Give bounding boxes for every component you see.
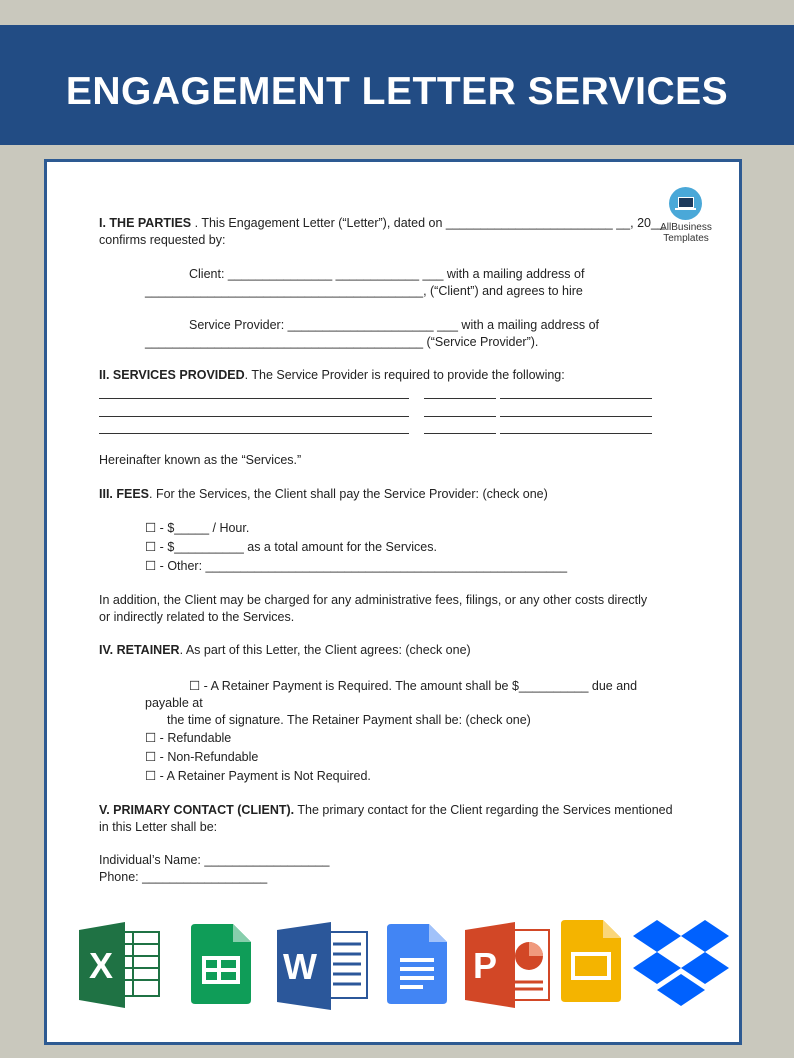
provider-line2: ________________________________________ (“Service Provider”). [145, 335, 539, 349]
services-after: Hereinafter known as the “Services.” [99, 453, 302, 467]
parties-line2: confirms requested by: [99, 233, 226, 247]
contact-heading: V. PRIMARY CONTACT (CLIENT). [99, 803, 295, 817]
retainer-required-line2: payable at [145, 696, 203, 710]
retainer-required-line3: the time of signature. The Retainer Payment shall be: (check one) [167, 713, 531, 727]
contact-phone-field[interactable]: Phone: __________________ [99, 870, 268, 884]
contact-line2: in this Letter shall be: [99, 820, 218, 834]
services-rule [500, 398, 652, 399]
excel-icon[interactable] [77, 922, 163, 1008]
retainer-option-nonrefundable[interactable]: ☐ - Non-Refundable [145, 750, 259, 764]
powerpoint-icon[interactable] [463, 922, 553, 1008]
provider-line1: Service Provider: _____________________ ___ with a mailing address of [189, 318, 600, 332]
services-rule [500, 433, 652, 434]
logo-text-line1: AllBusiness [660, 222, 712, 233]
retainer-heading: IV. RETAINER [99, 643, 180, 657]
retainer-option-required[interactable]: ☐ - A Retainer Payment is Required. The amount shall be $__________ due and [189, 679, 638, 693]
parties-heading: I. THE PARTIES [99, 216, 192, 230]
excel-letter: X [89, 945, 114, 986]
fees-extra-line1: In addition, the Client may be charged for any administrative fees, filings, or any other costs directly [99, 593, 648, 607]
services-rule [424, 398, 496, 399]
word-letter: W [283, 946, 317, 987]
contact-text: The primary contact for the Client regarding the Services mentioned [294, 803, 673, 817]
fees-extra-line2: or indirectly related to the Services. [99, 610, 295, 624]
services-paragraph [99, 367, 565, 383]
services-rule [424, 433, 496, 434]
powerpoint-letter: P [473, 945, 498, 986]
google-docs-icon[interactable] [387, 924, 447, 1004]
fees-heading: III. FEES [99, 487, 150, 501]
retainer-option-refundable[interactable]: ☐ - Refundable [145, 731, 232, 745]
allbusiness-logo [669, 187, 702, 220]
logo-text-line2: Templates [663, 233, 709, 244]
google-sheets-icon[interactable] [191, 924, 251, 1004]
google-slides-icon[interactable] [561, 920, 621, 1002]
services-rule [500, 416, 652, 417]
contact-paragraph [99, 802, 673, 818]
fees-text: . For the Services, the Client shall pay the Service Provider: (check one) [149, 487, 548, 501]
laptop-icon [678, 197, 694, 208]
document-page [44, 159, 742, 1045]
banner-title: ENGAGEMENT LETTER SERVICES [65, 70, 729, 113]
fees-option-hour[interactable]: ☐ - $_____ / Hour. [145, 521, 250, 535]
fees-paragraph [99, 486, 548, 502]
retainer-option-not-required[interactable]: ☐ - A Retainer Payment is Not Required. [145, 769, 371, 783]
client-line2: ________________________________________, (“Client”) and agrees to hire [145, 284, 583, 298]
contact-name-field[interactable]: Individual’s Name: __________________ [99, 853, 330, 867]
word-icon[interactable] [275, 922, 371, 1010]
fees-option-total[interactable]: ☐ - $__________ as a total amount for the Services. [145, 540, 437, 554]
dropbox-icon[interactable] [633, 920, 729, 1008]
services-rule [99, 398, 409, 399]
retainer-paragraph [99, 642, 471, 658]
services-heading: II. SERVICES PROVIDED [99, 368, 245, 382]
parties-text: . This Engagement Letter (“Letter”), dated on ________________________ __, 20__ [191, 216, 665, 230]
parties-paragraph [99, 215, 665, 231]
services-rule [424, 416, 496, 417]
fees-option-other[interactable]: ☐ - Other: ____________________________________________________ [145, 559, 568, 573]
retainer-text: . As part of this Letter, the Client agrees: (check one) [179, 643, 471, 657]
client-line1: Client: _______________ ____________ ___ with a mailing address of [189, 267, 585, 281]
services-text: . The Service Provider is required to provide the following: [244, 368, 565, 382]
services-rule [99, 433, 409, 434]
laptop-base [675, 208, 696, 210]
services-rule [99, 416, 409, 417]
